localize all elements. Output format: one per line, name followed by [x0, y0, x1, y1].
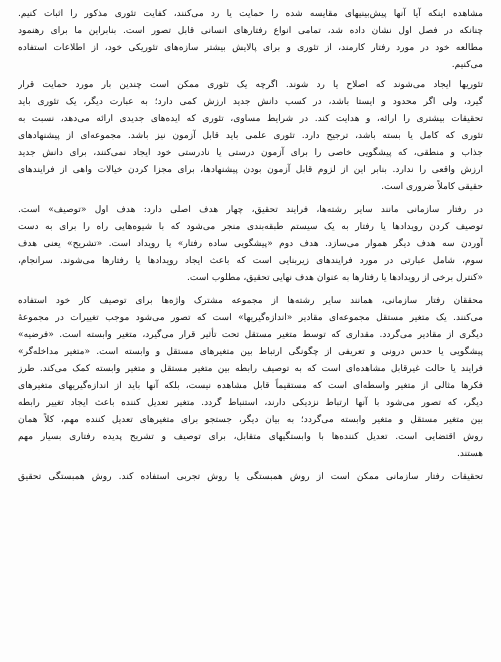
text-line: روش اقتضایی است. تعدیل کننده‌ها با وابستگیهای متقابل، برای توصیف و تشریح پدیده رفتاری بسیار مهم	[18, 432, 483, 442]
text-line: در رفتار سازمانی مانند سایر رشته‌ها، فرایند تحقیق، چهار هدف اصلی دارد: هدف اول «توصیف» است.	[18, 205, 483, 215]
text-line: سوم، شامل عبارتی در مورد فرایندهای زیربنایی است که باعث ایجاد رویدادها یا رفتارها می‌شوند. سرانجام،	[18, 256, 483, 266]
paragraph-1	[18, 6, 483, 74]
text-line: دیگر، که تصور می‌شود با آنها ارتباط نزدیکی دارند، استنباط گردد. متغیر تعدیل کننده باعث ایجاد تغییر رابطه	[18, 398, 483, 408]
text-line: فرایند یا حالت غیرقابل مشاهده‌ای است که به توصیف رابطه بین متغیر مستقل و متغیر وابسته کمک می‌کند. طرز	[18, 364, 483, 374]
text-line: مشاهده اینکه آیا آنها پیش‌بینیهای مقایسه شده را حمایت یا رد می‌کنند، کفایت تئوری مذکور را اثبات کنیم.	[18, 9, 483, 19]
text-line: گیرد، ولی اگر محدود و ایستا باشد، در کسب دانش جدید ارزش کمی دارد؛ به عبارت دیگر، یک تئوری باید	[18, 97, 483, 107]
text-line: پیشگویی یا حدس درونی و تعریفی از چگونگی ارتباط بین متغیرهای مستقل و وابسته است. «متغیر مداخله‌گر»	[18, 347, 483, 357]
text-line: حقیقی کاملاً ضروری است.	[381, 182, 483, 192]
text-line: آوردن سه هدف دیگر هموار می‌سازد. هدف دوم «پیشگویی ساده رفتار» یا رویداد است. «تشریح» یعنی هدف	[18, 239, 483, 249]
text-line: می‌کنند. یک متغیر مستقل مجموعه‌ای مقادیر «اندازه‌گیریها» است که تصور می‌شود موجب تغییرات در مجموعهٔ	[18, 313, 483, 323]
paragraph-2	[18, 77, 483, 196]
paragraph-3	[18, 202, 483, 287]
paragraph-5	[18, 469, 483, 486]
text-line: تئوریها ایجاد می‌شوند که اصلاح یا رد شوند. اگرچه یک تئوری ممکن است چندین بار مورد حمایت قرار	[18, 80, 483, 90]
text-line: هستند.	[456, 449, 483, 459]
paragraph-4	[18, 293, 483, 463]
text-line: تحقیقات رفتار سازمانی ممکن است از روش همبستگی یا روش تجربی استفاده کند. روش همبستگی تحقیق	[18, 472, 483, 482]
text-line: دیگری از مقادیر می‌گردد. مقداری که توسط متغیر مستقل تحت تأثیر قرار می‌گیرد، متغیر وابسته است. «فرضیه»	[18, 330, 483, 340]
text-line: مطالعه خود در مورد رفتار کارمند، از تئوری و برای پالایش بیشتر سازه‌های تئوریکی خود، از اطلاعات استفاده	[18, 43, 483, 53]
text-line: جذاب و منطقی، که پیشگویی خاصی را برای آزمون درستی یا نادرستی خود ایجاد نمی‌کنند، برای دانش جدید	[18, 148, 483, 158]
text-line: محققان رفتار سازمانی، همانند سایر رشته‌ها از مجموعه مشترک واژه‌ها برای توصیف کار خود استفاده	[18, 296, 483, 306]
text-line: ارزش واقعی را ندارد. بنابر این از لزوم قابل آزمون بودن پیشنهادها، برای مجزا کردن خیالات واهی از فرایندهای	[18, 165, 483, 175]
text-line: تحقیقات بیشتری را ارائه، و هدایت کند. در شرایط مساوی، تئوری که ایده‌های جدیدی ارائه می‌دهد، نسبت به	[18, 114, 483, 124]
text-line: تئوری که کامل یا بسته باشد، ترجیح دارد. تئوری علمی باید قابل آزمون نیز باشد. مجموعه‌ای از پیشنهادهای	[18, 131, 483, 141]
text-line: فکرها مثالی از متغیر واسطه‌ای است که مستقیماً قابل مشاهده نیست، بلکه آنها باید از اندازه‌گیریهای متغیرهای	[18, 381, 483, 391]
text-line: بین متغیر مستقل و متغیر وابسته می‌گردد؛ به بیان دیگر، جستجو برای متغیرهای تعدیل کننده مهم، کلاً همان	[18, 415, 483, 425]
text-line: چنانکه در فصل اول نشان داده شد، تمامی انواع رفتارهای انسانی قابل تصور است. بنابراین ما برای رهنمود	[18, 26, 483, 36]
text-line: توصیف کردن رویدادها یا رفتار به یک سیستم طبقه‌بندی منجر می‌شود که با شیوه‌هایی راه را برای به دست	[18, 222, 483, 232]
text-line: «کنترل برخی از رویدادها یا رفتارها به عنوان هدف نهایی تحقیق، مطلوب است.	[186, 273, 483, 283]
text-line: می‌کنیم.	[451, 60, 483, 70]
